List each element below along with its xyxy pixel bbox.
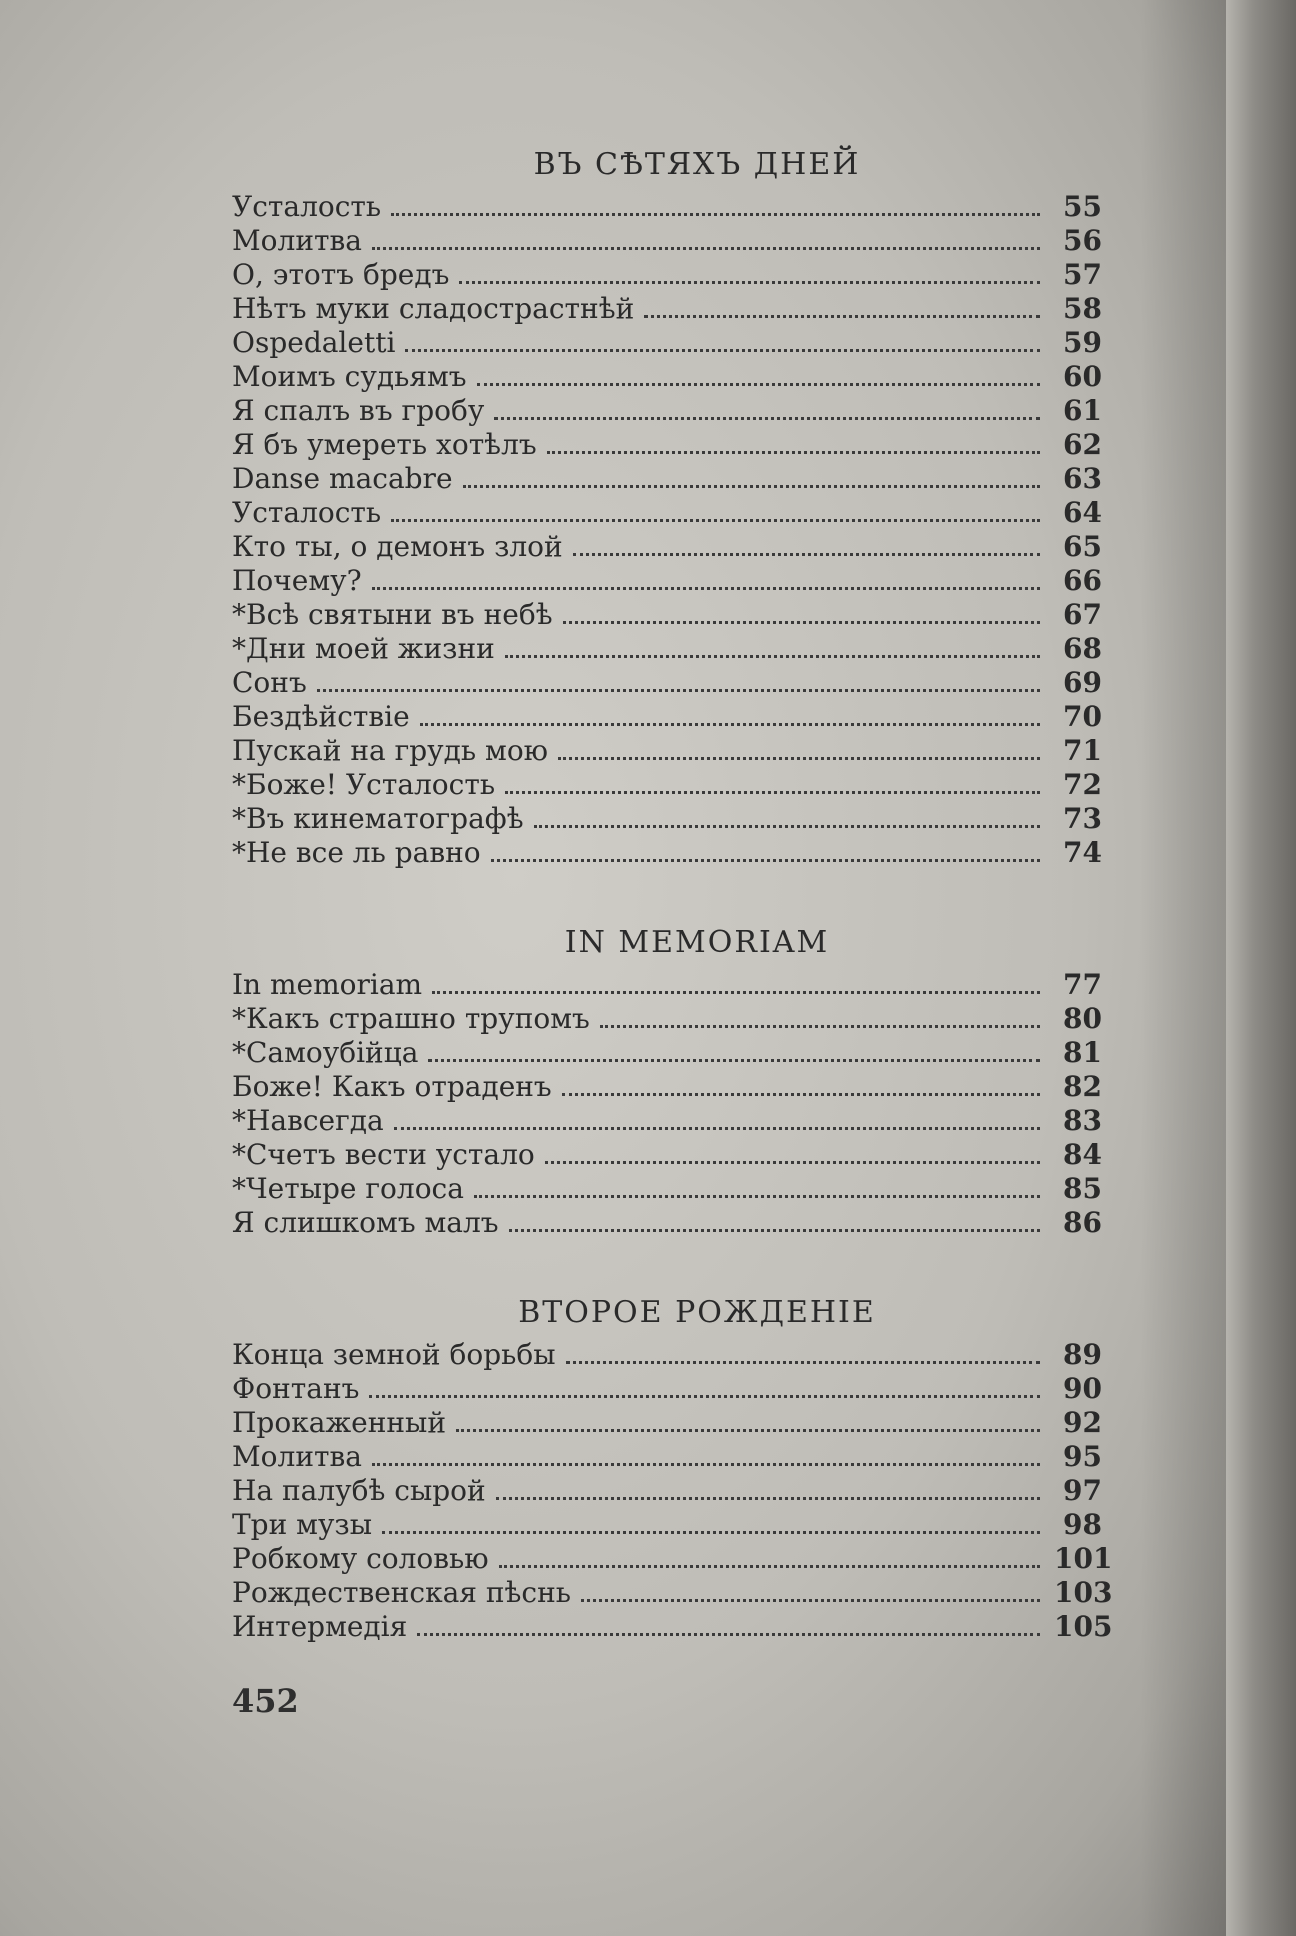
dot-leader <box>428 1059 1040 1062</box>
toc-entry <box>232 428 1102 462</box>
entry-title: *Какъ страшно трупомъ <box>232 1002 590 1035</box>
entry-page-number: 80 <box>1063 1002 1102 1035</box>
dot-leader <box>496 1497 1040 1500</box>
page-gutter-shadow <box>1140 0 1226 1936</box>
entry-title: *Не все ль равно <box>232 836 481 869</box>
entry-page-number: 63 <box>1063 462 1102 495</box>
toc-entry <box>232 564 1102 598</box>
toc-entry <box>232 1576 1113 1610</box>
entry-page-number: 66 <box>1063 564 1102 597</box>
toc-entry <box>232 190 1102 224</box>
dot-leader <box>545 1161 1040 1164</box>
entry-title: Пускай на грудь мою <box>232 734 549 767</box>
dot-leader <box>563 621 1040 624</box>
entry-page-number: 72 <box>1063 768 1102 801</box>
dot-leader <box>391 519 1040 522</box>
dot-leader <box>534 825 1040 828</box>
dot-leader <box>405 349 1040 352</box>
toc-entry <box>232 968 1102 1002</box>
page-number: 452 <box>232 1682 299 1720</box>
entry-title: Прокаженный <box>232 1406 446 1439</box>
entry-page-number: 56 <box>1063 224 1102 257</box>
entry-page-number: 59 <box>1063 326 1102 359</box>
toc-entry <box>232 496 1102 530</box>
entry-page-number: 61 <box>1063 394 1102 427</box>
entry-title: На палубѣ сырой <box>232 1474 486 1507</box>
entry-title: *Въ кинематографѣ <box>232 802 524 835</box>
entry-title: Кто ты, о демонъ злой <box>232 530 563 563</box>
entry-title: О, этотъ бредъ <box>232 258 450 291</box>
entry-title: Бездѣйствіе <box>232 700 410 733</box>
entry-page-number: 103 <box>1054 1576 1113 1609</box>
entry-page-number: 97 <box>1063 1474 1102 1507</box>
dot-leader <box>547 451 1040 454</box>
entry-page-number: 95 <box>1063 1440 1102 1473</box>
entry-title: Почему? <box>232 564 362 597</box>
entry-page-number: 71 <box>1063 734 1102 767</box>
entry-title: Рождественская пѣснь <box>232 1576 572 1609</box>
entry-title: Я бъ умереть хотѣлъ <box>232 428 537 461</box>
dot-leader <box>573 553 1040 556</box>
entry-title: Робкому соловью <box>232 1542 489 1575</box>
toc-entry <box>232 1406 1102 1440</box>
toc-entry <box>232 1372 1102 1406</box>
toc-entry <box>232 394 1102 428</box>
entry-title: Фонтанъ <box>232 1372 360 1405</box>
toc-entry <box>232 598 1102 632</box>
entry-title: Молитва <box>232 1440 362 1473</box>
toc-entry <box>232 734 1102 768</box>
entry-title: Моимъ судьямъ <box>232 360 467 393</box>
toc-entry <box>232 1542 1113 1576</box>
next-page-edge <box>1226 0 1296 1936</box>
entry-title: *Навсегда <box>232 1104 384 1137</box>
toc-entry <box>232 632 1102 666</box>
dot-leader <box>317 689 1040 692</box>
section-title: ВЪ СѢТЯХЪ ДНЕЙ <box>533 147 861 182</box>
entry-title: *Четыре голоса <box>232 1172 464 1205</box>
entry-page-number: 73 <box>1063 802 1102 835</box>
entry-title: Молитва <box>232 224 362 257</box>
entry-title: Боже! Какъ отраденъ <box>232 1070 552 1103</box>
dot-leader <box>372 587 1040 590</box>
entry-page-number: 70 <box>1063 700 1102 733</box>
dot-leader <box>499 1565 1040 1568</box>
dot-leader <box>505 791 1040 794</box>
toc-entry <box>232 1474 1102 1508</box>
toc-entry <box>232 224 1102 258</box>
entry-page-number: 92 <box>1063 1406 1102 1439</box>
entry-list <box>232 968 1102 1240</box>
entry-title: Ospedaletti <box>232 326 396 359</box>
entry-page-number: 101 <box>1054 1542 1113 1575</box>
entry-title: Усталость <box>232 496 382 529</box>
dot-leader <box>566 1361 1040 1364</box>
entry-title: Я слишкомъ малъ <box>232 1206 499 1239</box>
dot-leader <box>382 1531 1040 1534</box>
toc-entry <box>232 1206 1102 1240</box>
dot-leader <box>432 991 1040 994</box>
toc-entry <box>232 1508 1102 1542</box>
toc-entry <box>232 666 1102 700</box>
toc-entry <box>232 1138 1102 1172</box>
dot-leader <box>391 213 1040 216</box>
toc-entry <box>232 292 1102 326</box>
dot-leader <box>463 485 1040 488</box>
entry-title: *Боже! Усталость <box>232 768 496 801</box>
dot-leader <box>394 1127 1040 1130</box>
dot-leader <box>562 1093 1040 1096</box>
dot-leader <box>581 1599 1040 1602</box>
entry-page-number: 81 <box>1063 1036 1102 1069</box>
section-gap <box>232 870 1102 918</box>
section-title: ВТОРОЕ РОЖДЕНІЕ <box>518 1295 876 1330</box>
entry-page-number: 90 <box>1063 1372 1102 1405</box>
toc-entry <box>232 1172 1102 1206</box>
entry-page-number: 74 <box>1063 836 1102 869</box>
entry-page-number: 57 <box>1063 258 1102 291</box>
toc-entry <box>232 1440 1102 1474</box>
entry-title: Усталость <box>232 190 382 223</box>
entry-page-number: 82 <box>1063 1070 1102 1103</box>
entry-page-number: 65 <box>1063 530 1102 563</box>
dot-leader <box>505 655 1040 658</box>
toc-entry <box>232 700 1102 734</box>
entry-page-number: 60 <box>1063 360 1102 393</box>
entry-title: *Всѣ святыни въ небѣ <box>232 598 553 631</box>
dot-leader <box>459 281 1040 284</box>
entry-title: In memoriam <box>232 968 423 1001</box>
entry-page-number: 105 <box>1054 1610 1113 1643</box>
dot-leader <box>369 1395 1040 1398</box>
section-title: IN MEMORIAM <box>564 925 830 960</box>
toc-entry <box>232 326 1102 360</box>
dot-leader <box>494 417 1040 420</box>
table-of-contents <box>232 140 1113 1644</box>
entry-title: *Самоубійца <box>232 1036 419 1069</box>
toc-entry <box>232 802 1102 836</box>
toc-entry <box>232 360 1102 394</box>
entry-title: Сонъ <box>232 666 307 699</box>
entry-title: Я спалъ въ гробу <box>232 394 485 427</box>
entry-page-number: 89 <box>1063 1338 1102 1371</box>
toc-entry <box>232 768 1102 802</box>
dot-leader <box>456 1429 1040 1432</box>
dot-leader <box>644 315 1040 318</box>
toc-entry <box>232 530 1102 564</box>
dot-leader <box>372 247 1040 250</box>
dot-leader <box>600 1025 1040 1028</box>
entry-title: *Счетъ вести устало <box>232 1138 535 1171</box>
entry-page-number: 58 <box>1063 292 1102 325</box>
dot-leader <box>558 757 1040 760</box>
dot-leader <box>474 1195 1040 1198</box>
toc-entry <box>232 462 1102 496</box>
entry-title: Интермедія <box>232 1610 408 1643</box>
dot-leader <box>417 1633 1040 1636</box>
dot-leader <box>372 1463 1040 1466</box>
entry-page-number: 85 <box>1063 1172 1102 1205</box>
entry-list <box>232 190 1102 870</box>
toc-entry <box>232 1610 1113 1644</box>
dot-leader <box>491 859 1040 862</box>
toc-section <box>232 140 1102 870</box>
dot-leader <box>509 1229 1040 1232</box>
toc-entry <box>232 1104 1102 1138</box>
toc-section <box>232 1288 1113 1644</box>
toc-entry <box>232 1036 1102 1070</box>
toc-entry <box>232 836 1102 870</box>
entry-page-number: 83 <box>1063 1104 1102 1137</box>
entry-page-number: 86 <box>1063 1206 1102 1239</box>
toc-entry <box>232 1002 1102 1036</box>
toc-section <box>232 918 1102 1240</box>
entry-page-number: 68 <box>1063 632 1102 665</box>
entry-title: Нѣтъ муки сладострастнѣй <box>232 292 635 325</box>
entry-page-number: 67 <box>1063 598 1102 631</box>
entry-list <box>232 1338 1113 1644</box>
entry-page-number: 55 <box>1063 190 1102 223</box>
toc-entry <box>232 258 1102 292</box>
entry-page-number: 77 <box>1063 968 1102 1001</box>
entry-page-number: 62 <box>1063 428 1102 461</box>
entry-page-number: 64 <box>1063 496 1102 529</box>
toc-entry <box>232 1338 1102 1372</box>
section-gap <box>232 1240 1102 1288</box>
toc-entry <box>232 1070 1102 1104</box>
dot-leader <box>477 383 1040 386</box>
dot-leader <box>420 723 1040 726</box>
entry-page-number: 98 <box>1063 1508 1102 1541</box>
entry-page-number: 69 <box>1063 666 1102 699</box>
entry-title: Конца земной борьбы <box>232 1338 556 1371</box>
entry-title: *Дни моей жизни <box>232 632 495 665</box>
entry-title: Три музы <box>232 1508 372 1541</box>
entry-page-number: 84 <box>1063 1138 1102 1171</box>
entry-title: Danse macabre <box>232 462 453 495</box>
